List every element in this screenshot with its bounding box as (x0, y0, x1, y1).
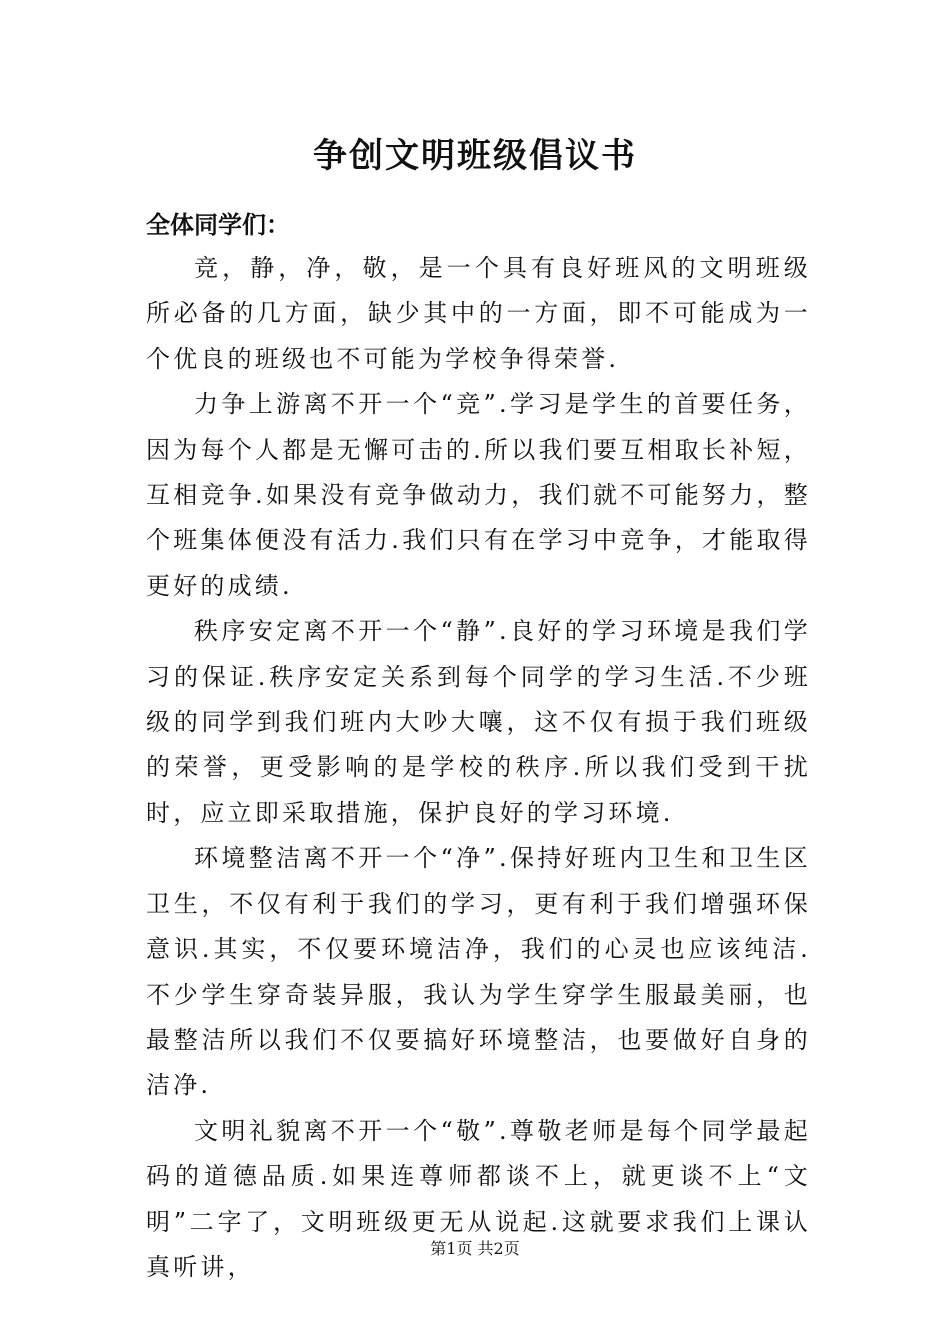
paragraph-respect: 文明礼貌离不开一个“敬”.尊敬老师是每个同学最起码的道德品质.如果连尊师都谈不上，就更谈不上“文明”二字了，文明班级更无从说起.这就要求我们上课认真听讲， (146, 1116, 811, 1281)
paragraph-quiet: 秩序安定离不开一个“静”.良好的学习环境是我们学习的保证.秩序安定关系到每个同学的学习生活.不少班级的同学到我们班内大吵大嚷，这不仅有损于我们班级的荣誉，更受影响的是学校的秩序.所以我们受到干扰时，应立即采取措施，保护良好的学习环境. (146, 617, 811, 827)
salutation: 全体同学们： (146, 211, 290, 239)
document-body (146, 246, 811, 1290)
paragraph-compete: 力争上游离不开一个“竞”.学习是学生的首要任务，因为每个人都是无懈可击的.所以我们要互相取长补短，互相竞争.如果没有竞争做动力，我们就不可能努力，整个班集体便没有活力.我们只有在学习中竞争，才能取得更好的成绩. (146, 390, 811, 600)
paragraph-intro: 竞，静，净，敬，是一个具有良好班风的文明班级所必备的几方面，缺少其中的一方面，即不可能成为一个优良的班级也不可能为学校争得荣誉. (146, 254, 811, 373)
document-title: 争创文明班级倡议书 (313, 136, 637, 176)
page-number: 第1页 共2页 (430, 1239, 520, 1258)
paragraph-clean: 环境整洁离不开一个“净”.保持好班内卫生和卫生区卫生，不仅有利于我们的学习，更有利于我们增强环保意识.其实，不仅要环境洁净，我们的心灵也应该纯洁.不少学生穿奇装异服，我认为学生穿学生服最美丽，也最整洁所以我们不仅要搞好环境整洁，也要做好自身的洁净. (146, 844, 811, 1100)
